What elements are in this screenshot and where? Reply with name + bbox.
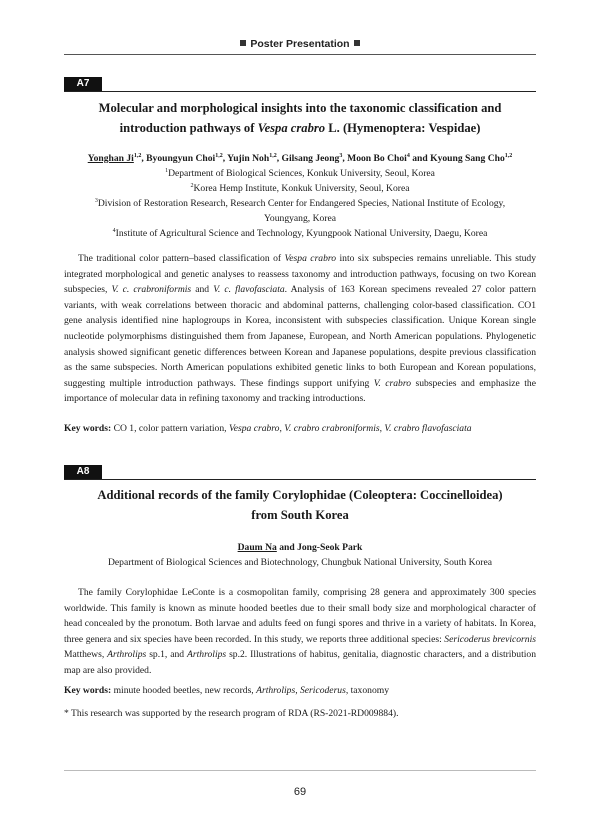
presenter-name: Daum Na <box>237 542 277 553</box>
authors-line: Yonghan Ji$^{1,2}$, Byoungyun Choi$^{1,2}$, Yujin Noh$^{1,2}$, Gilsang Jeong$^3$, Moon Bo Choi$^4$ and Kyoung Sang Cho$^{1,2}$ <box>87 153 513 164</box>
author-name: Gilsang Jeong <box>281 153 340 164</box>
title-line: from South Korea <box>251 508 349 522</box>
section-header <box>0 38 600 50</box>
abstract-title <box>64 485 536 525</box>
page-number: 69 <box>293 786 307 798</box>
title-line: Molecular and morphological insights into the taxonomic classification and <box>98 101 502 115</box>
keywords: Key words: minute hooded beetles, new records, Arthrolips, Sericoderus, taxonomy <box>64 685 389 696</box>
square-bullet-icon <box>354 40 360 46</box>
square-bullet-icon <box>240 40 246 46</box>
affiliation: Youngyang, Korea <box>263 213 337 224</box>
author-list <box>64 540 536 570</box>
keywords-label: Key words: <box>64 685 112 696</box>
authors-line: Daum Na and Jong-Seok Park <box>237 542 363 553</box>
funding-note: * This research was supported by the research program of RDA (RS-2021-RD009884). <box>64 708 399 719</box>
header-divider <box>64 54 536 55</box>
abstract-divider <box>64 91 536 92</box>
author-name: Moon Bo Choi <box>347 153 407 164</box>
author-name: Yujin Noh <box>227 153 270 164</box>
title-line: introduction pathways of Vespa crabro L. (Hymenoptera: Vespidae) <box>119 121 481 135</box>
abstract-body: The traditional color pattern–based classification of Vespa crabro into six subspecies remains unreliable. This study integrated morphological and genetic analyses to reassess taxonomy and introduction pathways, focusing on two Korean subspecies, V. c. crabroniformis and V. c. flavofasciata. Analysis of 163 Korean specimens revealed 27 color pattern variants, with weak correlations between thoracic and abdominal patterns, challenging color-based classification. CO1 gene analysis identified nine haplogroups in Korea, inconsistent with subspecies classification. Unique Korean single nucleotide polymorphisms distinguished them from Japanese, European, and North American populations. Phylogenetic analysis showed significant genetic differences between Korean and Japanese populations, despite previous classification as the same subspecies. North American populations exhibited genetic links to both European and Korean populations, suggesting multiple introduction pathways. These findings support unifying V. crabro subspecies and emphasize the importance of molecular data in refining taxonomy and tracking introductions. <box>64 253 536 405</box>
presenter-name: Yonghan Ji <box>87 153 134 164</box>
abstract-tag-a7: A7 <box>64 77 102 91</box>
abstract-tag-a8: A8 <box>64 465 102 479</box>
affiliation: $^2$Korea Hemp Institute, Konkuk University, Seoul, Korea <box>190 183 410 194</box>
author-name: Byoungyun Choi <box>146 153 216 164</box>
footer-divider <box>64 770 536 771</box>
title-line: Additional records of the family Corylophidae (Coleoptera: Coccinelloidea) <box>97 488 503 502</box>
affiliation: $^3$Division of Restoration Research, Research Center for Endangered Species, National Institute of Ecology, <box>94 198 506 209</box>
author-name: Kyoung Sang Cho <box>430 153 505 164</box>
author-list <box>64 151 536 241</box>
keywords: Key words: CO 1, color pattern variation, Vespa crabro, V. crabro crabroniformis, V. crabro flavofasciata <box>64 423 472 434</box>
abstract-divider <box>64 479 536 480</box>
abstract-body: The family Corylophidae LeConte is a cosmopolitan family, comprising 28 genera and approximately 300 species worldwide. This family is known as minute hooded beetles due to their small body size and morphological character of head concealed by the pronotum. Both larvae and adults feed on fungi spores and thrive in a variety of habitats. In Korea, three genera and six species have been recorded. In this study, we reports three additional species: Sericoderus brevicornis Matthews, Arthrolips sp.1, and Arthrolips sp.2. Illustrations of habitus, genitalia, diagnostic characters, and a distribution map are also provided. <box>64 587 536 676</box>
affiliation: $^4$Institute of Agricultural Science and Technology, Kyungpook National University, Daegu, Korea <box>112 228 488 239</box>
affiliation: $^1$Department of Biological Sciences, Konkuk University, Seoul, Korea <box>165 168 435 179</box>
affiliation: Department of Biological Sciences and Biotechnology, Chungbuk National University, South Korea <box>107 557 493 568</box>
keywords-label: Key words: <box>64 423 112 434</box>
abstract-title <box>64 98 536 138</box>
section-label: Poster Presentation <box>250 38 350 50</box>
